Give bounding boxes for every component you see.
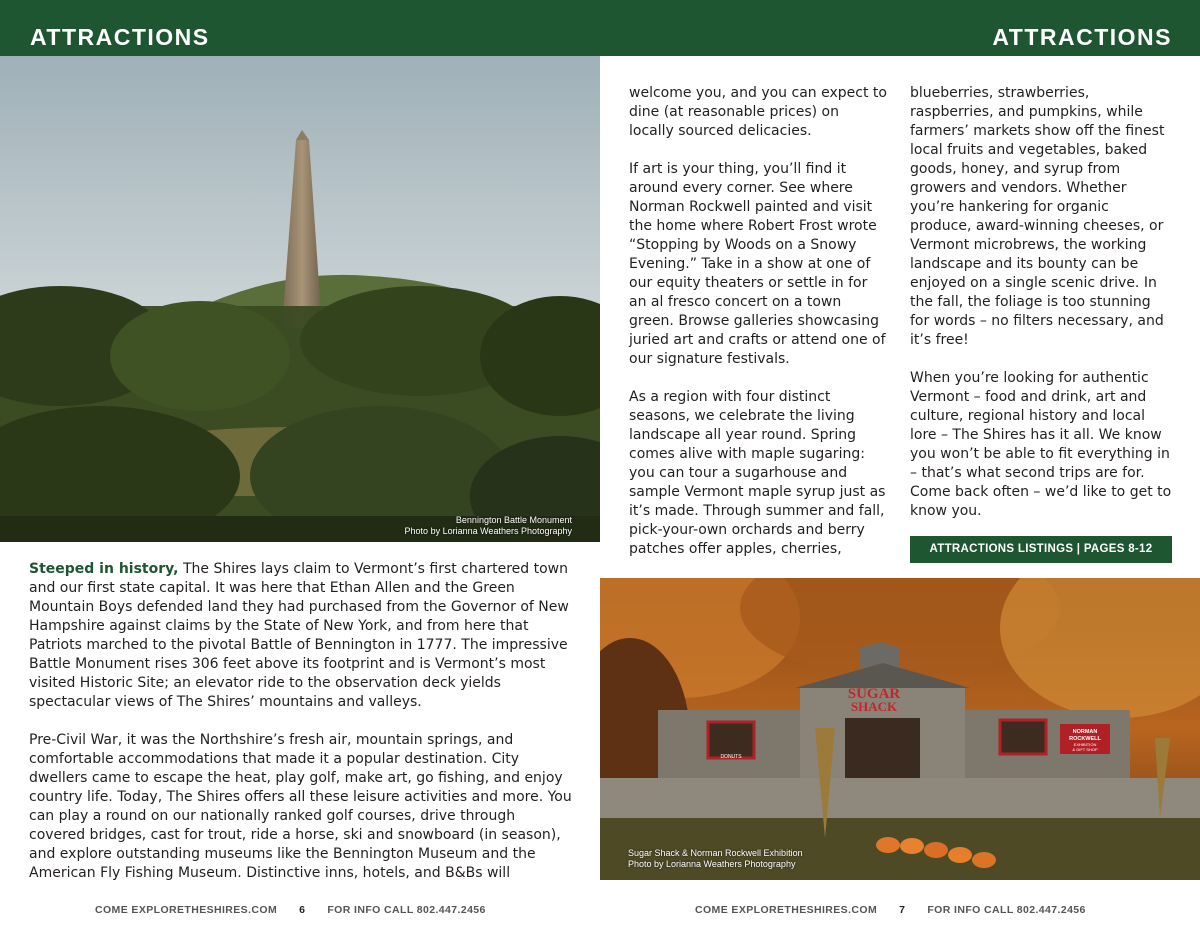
footer-phone: FOR INFO CALL 802.447.2456 bbox=[927, 904, 1086, 916]
monument-caption-credit: Photo by Lorianna Weathers Photography bbox=[404, 526, 572, 536]
paragraph: As a region with four distinct seasons, we celebrate the living landscape all year round. Spring comes alive with maple sugaring: you can tour a sugarhouse and sample Vermont maple syrup just as it’s made. Through summer and fall, pick-your-own orchards and berry patches offer apples, cherries, bbox=[629, 389, 886, 557]
monument-caption-title: Bennington Battle Monument bbox=[455, 515, 572, 525]
donuts-sign: DONUTS bbox=[720, 754, 742, 760]
rockwell-sign-line-2: ROCKWELL bbox=[1069, 736, 1101, 742]
paragraph: When you’re looking for authentic Vermont – food and drink, art and culture, regional history and local lore – The Shires has it all. We know you won’t be able to fit everything in – that’s what second trips are for. Come back often – we’d like to get to know you. bbox=[910, 370, 1172, 519]
rockwell-sign-line-3: EXHIBITION bbox=[1073, 742, 1097, 747]
sugar-shack-caption-credit: Photo by Lorianna Weathers Photography bbox=[628, 859, 796, 869]
sugar-shack-caption-title: Sugar Shack & Norman Rockwell Exhibition bbox=[628, 848, 803, 858]
lead-phrase: Steeped in history, bbox=[29, 561, 179, 577]
monument-caption bbox=[405, 515, 572, 537]
footer-right bbox=[695, 904, 1086, 916]
left-column-text bbox=[29, 560, 572, 902]
page-title-left: ATTRACTIONS bbox=[30, 24, 210, 50]
shack-sign: SHACK bbox=[850, 699, 898, 714]
paragraph: welcome you, and you can expect to dine (at reasonable prices) on locally sourced delicacies. bbox=[629, 85, 887, 139]
footer-left bbox=[95, 904, 486, 916]
footer-site-link[interactable]: COME EXPLORETHESHIRES.COM bbox=[695, 904, 878, 916]
sugar-sign: SUGAR bbox=[847, 686, 901, 702]
page-number: 6 bbox=[299, 904, 306, 916]
paragraph: If art is your thing, you’ll find it around every corner. See where Norman Rockwell painted and visit the home where Robert Frost wrote “Stopping by Woods on a Snowy Evening.” Take in a show at one of our equity theaters or settle in for an al fresco concert on a town green. Browse galleries showcasing juried art and crafts or attend one of our signature festivals. bbox=[629, 161, 886, 367]
paragraph bbox=[29, 560, 572, 712]
paragraph: Pre-Civil War, it was the Northshire’s fresh air, mountain springs, and comfortable accommodations that made it a popular destination. City dwellers came to escape the heat, play golf, make art, go fishing, and enjoy country life. Today, The Shires offers all these leisure activities and more. You can play a round on our nationally ranked golf courses, drive through covered bridges, cast for trout, ride a horse, ski and snowboard (in season), and explore outstanding museums like the Bennington Museum and the American Fly Fishing Museum. Distinctive inns, hotels, and B&Bs will bbox=[29, 732, 572, 881]
monument-photo bbox=[0, 56, 600, 542]
rockwell-sign-line-4: & GIFT SHOP bbox=[1072, 747, 1098, 752]
rockwell-sign-line-1: NORMAN bbox=[1072, 729, 1098, 735]
paragraph-text: The Shires lays claim to Vermont’s first chartered town and our first state capital. It was here that Ethan Allen and the Green Mountain Boys defended land they had purchased from the Governor of New Hampshire against claims by the State of New York, and from here that Patriots marched to the pivotal Battle of Bennington in 1777. The impressive Battle Monument rises 306 feet above its footprint and is Vermont’s most visited Historic Site; an elevator ride to the observation deck yields spectacular views of The Shires’ mountains and valleys. bbox=[29, 561, 569, 710]
attractions-listings-button[interactable]: ATTRACTIONS LISTINGS | PAGES 8-12 bbox=[910, 536, 1172, 563]
middle-column-text bbox=[629, 84, 887, 578]
sugar-shack-caption bbox=[628, 848, 803, 870]
page-number: 7 bbox=[899, 904, 906, 916]
footer-phone: FOR INFO CALL 802.447.2456 bbox=[327, 904, 486, 916]
footer-site-link[interactable]: COME EXPLORETHESHIRES.COM bbox=[95, 904, 278, 916]
right-column-text bbox=[910, 84, 1172, 540]
page-title-right: ATTRACTIONS bbox=[992, 24, 1172, 50]
sugar-shack-photo bbox=[600, 578, 1200, 880]
paragraph: blueberries, strawberries, raspberries, and pumpkins, while farmers’ markets show off the finest local fruits and vegetables, baked goods, honey, and syrup from growers and vendors. Whether you’re hankering for organic produce, award-winning cheeses, or Vermont microbrews, the working landscape and its bounty can be enjoyed on a single scenic drive. In the fall, the foliage is too stunning for words – no filters necessary, and it’s free! bbox=[910, 85, 1165, 348]
